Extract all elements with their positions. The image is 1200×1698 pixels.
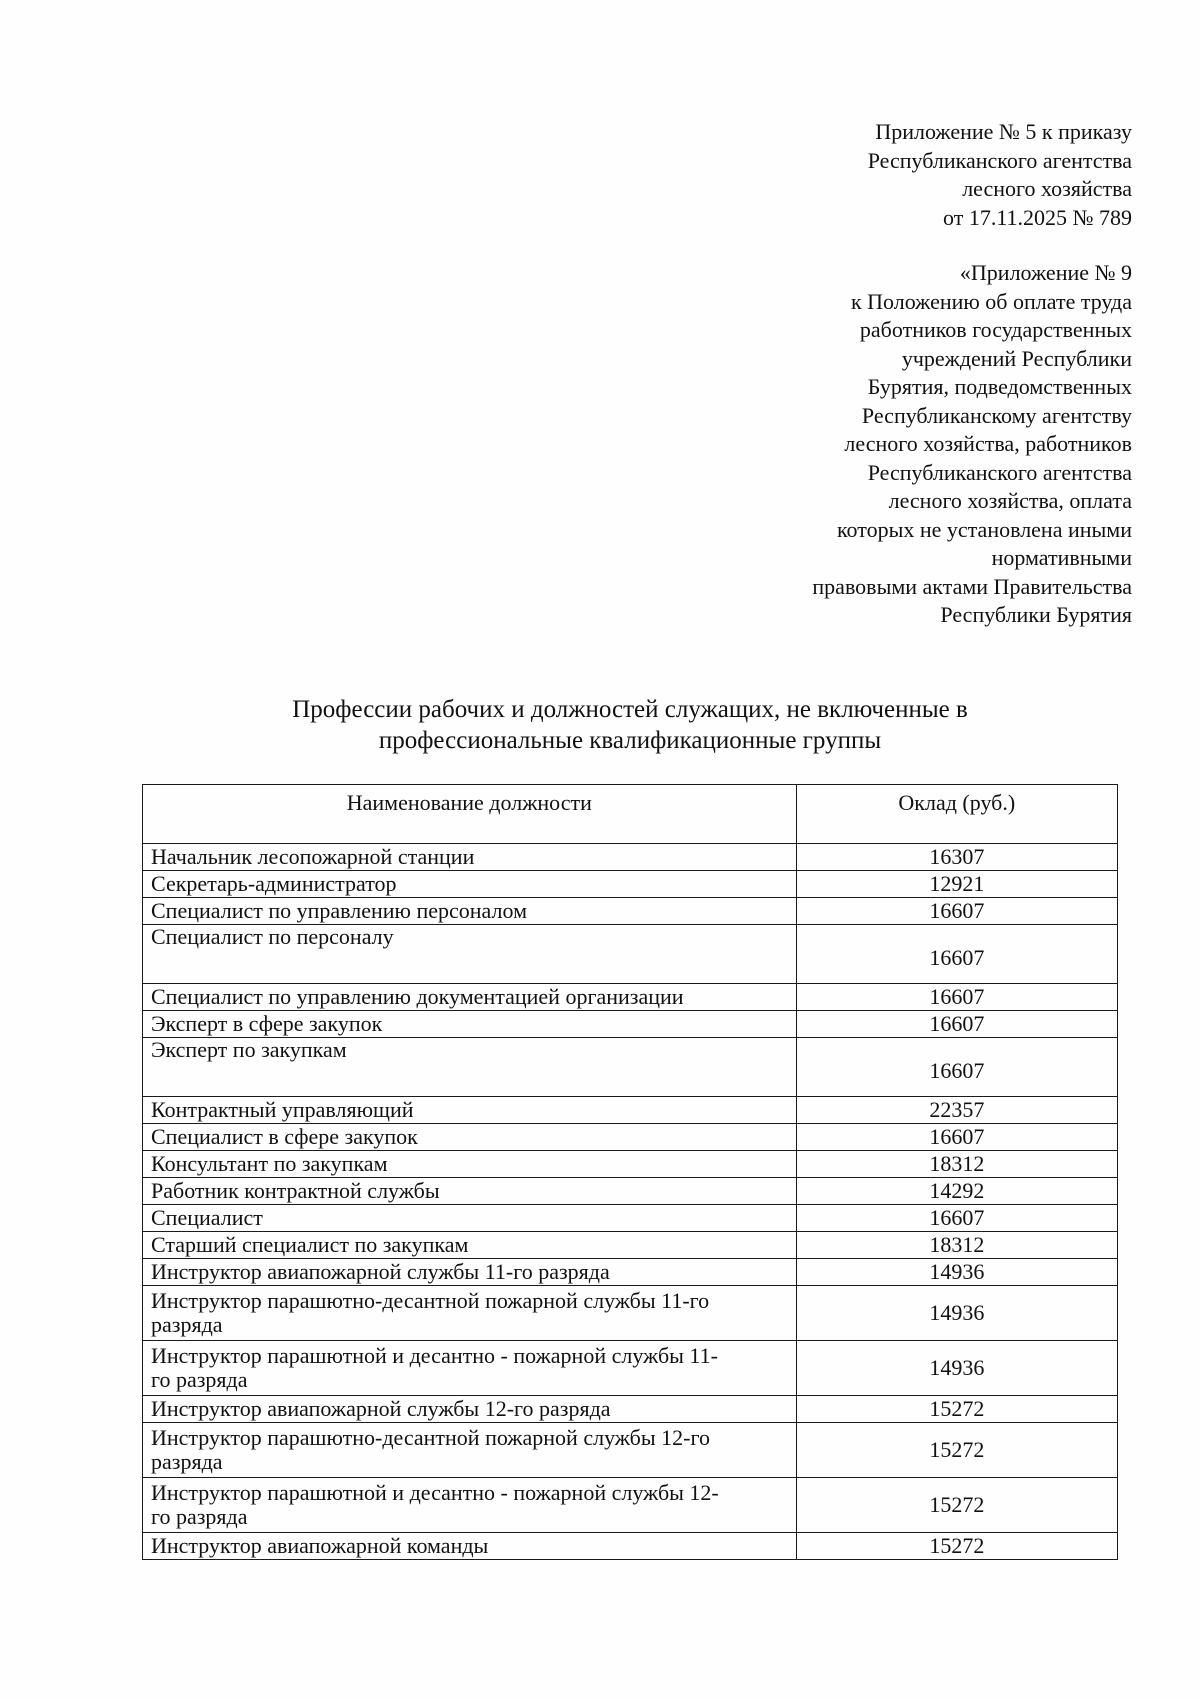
position-name-line: Инструктор парашютной и десантно - пожарной службы 11- [151, 1343, 718, 1368]
header-line: к Положению об оплате труда [850, 288, 1132, 314]
table-row [143, 1259, 1118, 1286]
position-name: Инструктор авиапожарной команды [143, 1533, 797, 1560]
document-title [200, 694, 1060, 756]
salary-value: 15272 [796, 1396, 1117, 1423]
position-name-line: го разряда [151, 1504, 248, 1529]
table-row [143, 1124, 1118, 1151]
header-line: Республики Бурятия [940, 602, 1132, 627]
salary-value: 16607 [796, 1038, 1117, 1097]
position-name-line: го разряда [151, 1367, 248, 1392]
salary-value: 16607 [796, 925, 1117, 984]
table-row [143, 1396, 1118, 1423]
position-name: Специалист [143, 1205, 797, 1232]
position-name: Специалист по управлению персоналом [143, 898, 797, 925]
column-header-salary: Оклад (руб.) [796, 785, 1117, 844]
header-line: Приложение № 5 к приказу [875, 119, 1132, 144]
position-name: Секретарь-администратор [143, 871, 797, 898]
salary-value: 15272 [796, 1423, 1117, 1478]
header-line: учреждений Республики [901, 345, 1132, 371]
table-row [143, 1341, 1118, 1396]
appendix-header [712, 118, 1132, 630]
salary-value: 16607 [796, 1205, 1117, 1232]
table-row [143, 898, 1118, 925]
position-name: Специалист в сфере закупок [143, 1124, 797, 1151]
header-line: Республиканского агентства [867, 147, 1132, 173]
position-name-line: Инструктор парашютно-десантной пожарной службы 12-го [151, 1425, 710, 1450]
column-header-position: Наименование должности [143, 785, 797, 844]
salary-value: 14292 [796, 1178, 1117, 1205]
title-line: профессиональные квалификационные группы [378, 727, 882, 754]
table-row [143, 1038, 1118, 1097]
position-name: Контрактный управляющий [143, 1097, 797, 1124]
salary-value: 16607 [796, 898, 1117, 925]
table-header-row [143, 785, 1118, 844]
header-line: которых не установлена иными [836, 516, 1132, 542]
position-name: Эксперт в сфере закупок [143, 1011, 797, 1038]
header-gap [712, 232, 1132, 259]
header-line: нормативными [991, 545, 1132, 570]
header-line: правовыми актами Правительства [812, 573, 1132, 599]
table-row [143, 1533, 1118, 1560]
position-name [143, 1478, 797, 1533]
header-line: Республиканского агентства [867, 459, 1132, 485]
position-name: Эксперт по закупкам [143, 1038, 797, 1097]
table-row [143, 871, 1118, 898]
header-line: Республиканскому агентству [861, 402, 1132, 428]
header-line: лесного хозяйства, оплата [888, 488, 1132, 513]
salary-value: 16307 [796, 844, 1117, 871]
table-row [143, 844, 1118, 871]
table-row [143, 1286, 1118, 1341]
position-name [143, 1341, 797, 1396]
position-name-line: разряда [151, 1312, 223, 1337]
table-row [143, 1232, 1118, 1259]
salary-table [142, 784, 1118, 1560]
salary-value: 16607 [796, 1124, 1117, 1151]
salary-value: 16607 [796, 984, 1117, 1011]
header-line: лесного хозяйства, работников [844, 431, 1132, 456]
header-line: «Приложение № 9 [959, 260, 1132, 285]
table-row [143, 1478, 1118, 1533]
position-name: Инструктор авиапожарной службы 12-го разряда [143, 1396, 797, 1423]
salary-value: 15272 [796, 1533, 1117, 1560]
header-line: от 17.11.2025 № 789 [943, 204, 1132, 230]
header-line: Бурятия, подведомственных [867, 374, 1132, 399]
table-row [143, 1097, 1118, 1124]
position-name [143, 1286, 797, 1341]
salary-value: 15272 [796, 1478, 1117, 1533]
position-name: Специалист по персоналу [143, 925, 797, 984]
salary-value: 12921 [796, 871, 1117, 898]
position-name-line: разряда [151, 1449, 223, 1474]
salary-value: 18312 [796, 1151, 1117, 1178]
position-name-line: Инструктор парашютной и десантно - пожарной службы 12- [151, 1480, 719, 1505]
position-name: Старший специалист по закупкам [143, 1232, 797, 1259]
table-row [143, 1423, 1118, 1478]
salary-value: 14936 [796, 1341, 1117, 1396]
salary-value: 22357 [796, 1097, 1117, 1124]
position-name [143, 1423, 797, 1478]
header-line: работников государственных [859, 317, 1132, 342]
position-name: Начальник лесопожарной станции [143, 844, 797, 871]
title-line: Профессии рабочих и должностей служащих, не включенные в [292, 696, 968, 723]
position-name: Работник контрактной службы [143, 1178, 797, 1205]
position-name: Специалист по управлению документацией организации [143, 984, 797, 1011]
table-row [143, 1178, 1118, 1205]
header-line: лесного хозяйства [962, 176, 1132, 201]
salary-value: 16607 [796, 1011, 1117, 1038]
position-name: Консультант по закупкам [143, 1151, 797, 1178]
salary-value: 14936 [796, 1259, 1117, 1286]
salary-value: 18312 [796, 1232, 1117, 1259]
table-row [143, 925, 1118, 984]
table-row [143, 984, 1118, 1011]
salary-value: 14936 [796, 1286, 1117, 1341]
position-name-line: Инструктор парашютно-десантной пожарной службы 11-го [151, 1288, 710, 1313]
table-row [143, 1151, 1118, 1178]
position-name: Инструктор авиапожарной службы 11-го разряда [143, 1259, 797, 1286]
table-row [143, 1205, 1118, 1232]
table-row [143, 1011, 1118, 1038]
